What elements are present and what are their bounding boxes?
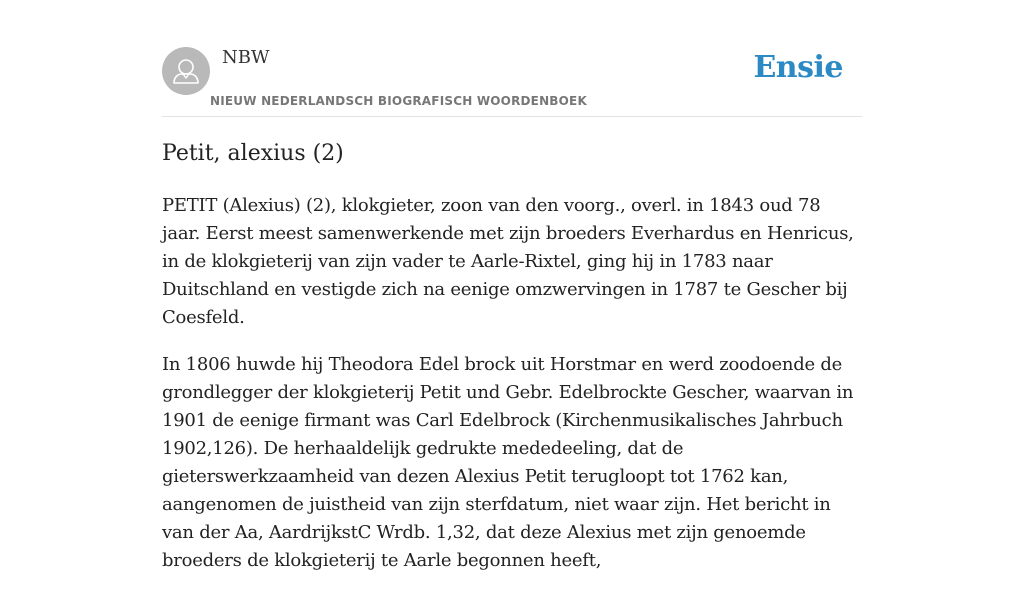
brand-logo[interactable]: Ensie [753, 50, 843, 85]
source-subtitle: NIEUW NEDERLANDSCH BIOGRAFISCH WOORDENBOEK [210, 94, 587, 108]
source-header [162, 46, 862, 117]
entry-content [162, 138, 862, 594]
avatar[interactable] [162, 47, 210, 95]
entry-title: Petit, alexius (2) [162, 141, 344, 166]
source-name-link[interactable]: NBW [222, 47, 270, 68]
user-icon [162, 47, 210, 95]
entry-paragraph-2: In 1806 huwde hij Theodora Edel brock uit Horstmar en werd zoodoende de grondlegger der klokgieterij Petit und Gebr. Edelbrockte Gescher, waarvan in 1901 de eenige firmant was Carl Edelbrock (Kirchenmusikalisches Jahrbuch 1902,126). De herhaaldelijk gedrukte mededeeling, dat de gieterswerkzaamheid van dezen Alexius Petit terugloopt tot 1762 kan, aangenomen de juistheid van zijn sterfdatum, niet waar zijn. Het bericht in van der Aa, AardrijkstC Wrdb. 1,32, dat deze Alexius met zijn genoemde broeders de klokgieterij te Aarle begonnen heeft, [162, 354, 854, 571]
entry-paragraph-1: PETIT (Alexius) (2), klokgieter, zoon van den voorg., overl. in 1843 oud 78 jaar. Eerst meest samenwerkende met zijn broeders Everhardus en Henricus, in de klokgieterij van zijn vader te Aarle-Rixtel, ging hij in 1783 naar Duitschland en vestigde zich na eenige omzwervingen in 1787 te Gescher bij Coesfeld. [162, 195, 854, 328]
